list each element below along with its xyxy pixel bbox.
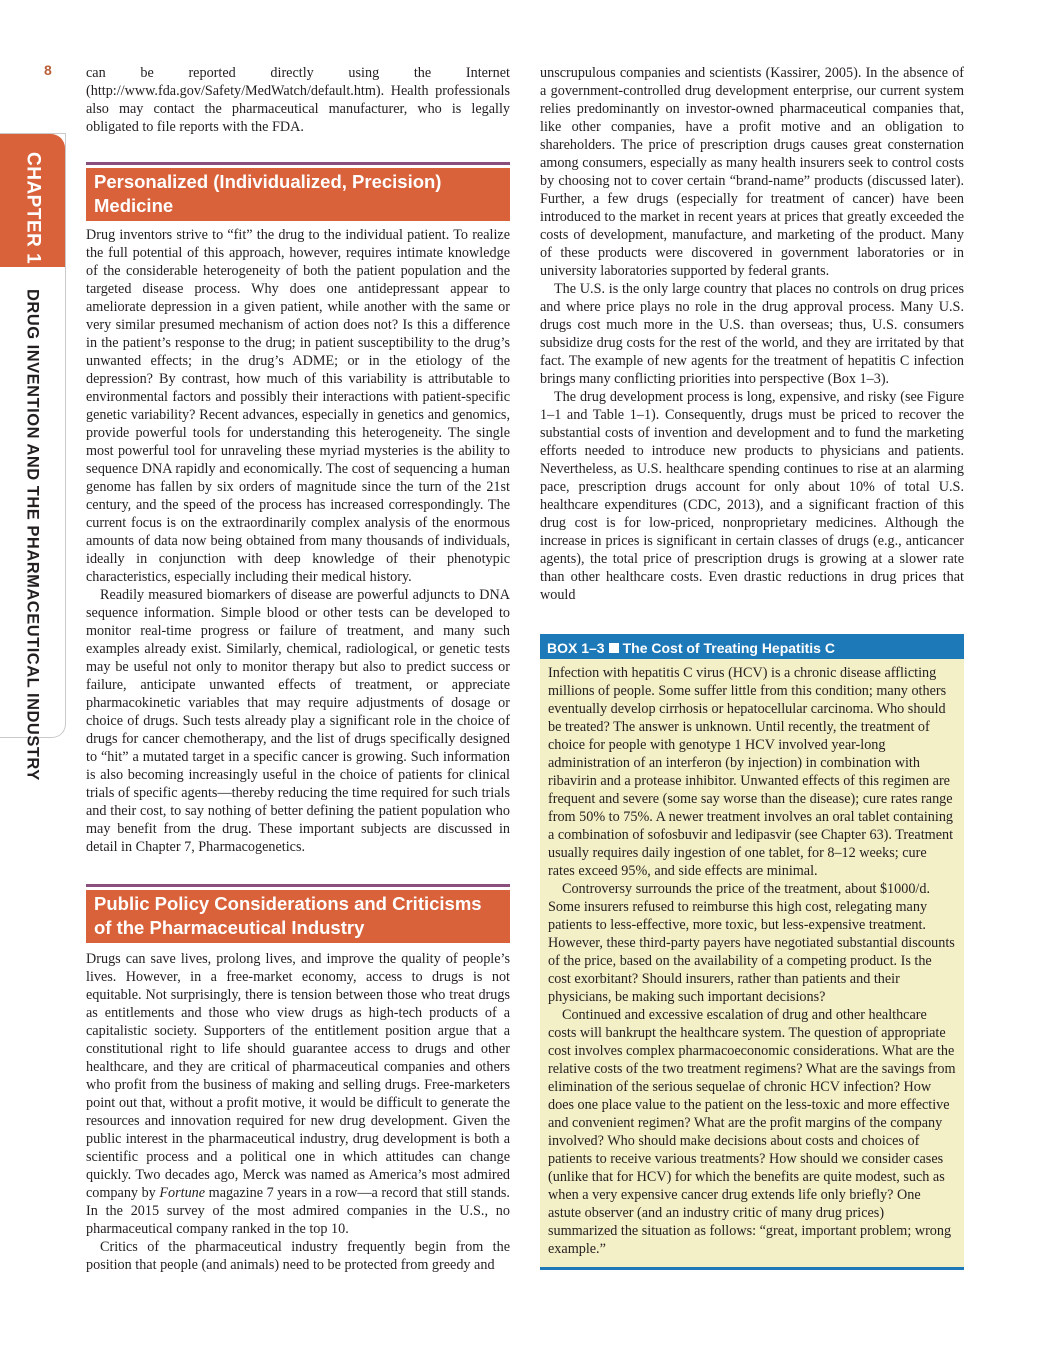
chapter-tab-text — [22, 152, 44, 781]
body-text: magazine 7 years in a row—a record that still stands. In the 2015 survey of the most admired companies in the U.S., no pharmaceutical company ranked in the top 10. — [86, 1185, 510, 1237]
section-heading-text: Personalized (Individualized, Precision) Medicine — [86, 168, 510, 221]
section-body-public-policy — [86, 950, 510, 1274]
right-column — [540, 64, 964, 604]
left-column-intro — [86, 64, 510, 136]
box-header — [540, 637, 964, 659]
box-body — [540, 659, 964, 1258]
body-text: Drugs can save lives, prolong lives, and improve the quality of people’s lives. However, in a free-market economy, access to drugs is not equitable. Not surprisingly, there is tension between those who treat drugs as entitlements and those who view drugs as high-tech products of a capitalistic society. Supporters of the entitlement position argue that a constitutional right to life should guarantee access to drugs and other healthcare, and they are critical of pharmaceutical companies and others who profit from the business of making and selling drugs. Free-marketers point out that, without a profit motive, it would be difficult to generate the resources and innovation required for new drug development. Given the public interest in the pharmaceutical industry, drug development is both a scientific process and a political one in which attitudes can change quickly. Two decades ago, Merck was named as America’s most admired company by — [86, 951, 510, 1201]
body-paragraph: unscrupulous companies and scientists (Kassirer, 2005). In the absence of a government-controlled drug development enterprise, our current system relies predominantly on investor-owned pharmaceutical companies that, like other companies, have a profit motive and an obligation to shareholders. The price of prescription drugs causes great consternation among consumers, especially as many health insurers seek to control costs by choosing not to cover certain “brand-name” products (discussed later). Further, a few drugs (especially for treatment of cancer) have been introduced to the market in recent years at prices that greatly exceeded the costs of development, manufacture, and marketing of the product. Many of these products were discovered in government laboratories or in university laboratories supported by federal grants. — [540, 65, 964, 279]
section-heading-public-policy — [86, 884, 510, 943]
section-heading-text: Public Policy Considerations and Criticisms of the Pharmaceutical Industry — [86, 890, 510, 943]
body-paragraph — [86, 950, 510, 1238]
chapter-label: CHAPTER 1 — [22, 152, 44, 265]
box-1-3 — [540, 634, 964, 1270]
chapter-title: DRUG INVENTION AND THE PHARMACEUTICAL INDUSTRY — [23, 289, 42, 781]
intro-paragraph: can be reported directly using the Internet (http://www.fda.gov/Safety/MedWatch/default.htm). Health professionals also may contact the pharmaceutical manufacturer, who is legally obligated to file reports with the FDA. — [86, 65, 510, 135]
body-paragraph: The U.S. is the only large country that places no controls on drug prices and where price plays no role in the drug approval process. Many U.S. drugs cost much more in the U.S. than overseas; thus, U.S. consumers subsidize drug costs for the rest of the world, and they are irritated by that fact. The example of new agents for the treatment of hepatitis C infection brings many conflicting priorities into perspective (Box 1–3). — [540, 281, 964, 387]
section-heading-personalized-medicine — [86, 162, 510, 221]
box-title: The Cost of Treating Hepatitis C — [622, 640, 835, 656]
box-paragraph: Infection with hepatitis C virus (HCV) is a chronic disease afflicting millions of people. Some suffer little from this condition; many others eventually develop cirrhosis or hepatocellular carcinoma. Who should be treated? The answer is unknown. Until recently, the treatment of choice for people with genotype 1 HCV involved year-long administration of an interferon (by injection) in combination with ribavirin and a protease inhibitor. Unwanted effects of this regimen are frequent and severe (some say worse than the disease); cure rates range from 50% to 75%. A newer treatment involves an oral tablet containing a combination of sofosbuvir and ledipasvir (see Chapter 63). Treatment usually requires daily ingestion of one tablet, for 8–12 weeks; cure rates exceed 95%, and side effects are minimal. — [548, 665, 954, 879]
square-bullet-icon — [609, 643, 619, 653]
chapter-tab — [0, 133, 66, 781]
body-paragraph: The drug development process is long, expensive, and risky (see Figure 1–1 and Table 1–1). Consequently, drugs must be priced to recover the substantial costs of invention and development and to fund the marketing efforts needed to introduce new products to physicians and patients. Nevertheless, as U.S. healthcare spending continues to rise at an alarming pace, prescription drugs account for only about 10% of total U.S. healthcare expenditures (CDC, 2013), and a significant fraction of this drug cost is for low-priced, nonproprietary medicines. Although the increase in prices is significant in certain classes of drugs (e.g., anticancer agents), the total price of prescription drugs is growing at a slower rate than other healthcare costs. Even drastic reductions in drug prices that would — [540, 389, 964, 603]
body-paragraph: Critics of the pharmaceutical industry frequently begin from the position that people (and animals) need to be protected from greedy and — [86, 1239, 510, 1273]
box-paragraph: Continued and excessive escalation of drug and other healthcare costs will bankrupt the healthcare system. The question of appropriate cost involves complex pharmacoeconomic considerations. What are the relative costs of the two treatment regimens? What are the savings from elimination of the serious sequelae of chronic HCV infection? How does one place value to the patient on the less-toxic and more effective and convenient regimen? What are the profit margins of the company involved? Who should make decisions about costs and choices of patients to receive various treatments? How should we consider cases (unlike that for HCV) for which the benefits are quite modest, such as when a very expensive cancer drug extends life only briefly? One astute observer (and an industry critic of many drug prices) summarized the situation as follows: “great, important problem; wrong example.” — [548, 1007, 956, 1257]
box-paragraph: Controversy surrounds the price of the treatment, about $1000/d. Some insurers refused to reimburse this high cost, relegating many patients to less-effective, more toxic, but less-expensive treatment. However, these third-party payers have negotiated substantial discounts of the price, based on the availability of a competing product. Is the cost exorbitant? Should insurers, rather than patients and their physicians, be making such important decisions? — [548, 881, 955, 1005]
italic-text: Fortune — [159, 1185, 206, 1201]
box-label: BOX 1–3 — [547, 640, 605, 656]
page-number: 8 — [44, 62, 52, 78]
section-body-personalized-medicine — [86, 226, 510, 856]
body-paragraph: Readily measured biomarkers of disease are powerful adjuncts to DNA sequence information. Simple blood or other tests can be developed to monitor real-time progress or failure of treatment, and many such examples already exist. Similarly, chemical, radiological, or genetic tests may be useful not only to monitor therapy but also to predict success or failure, anticipate unwanted effects of treatment, or appreciate pharmacokinetic variables that may require adjustments of dosage or choice of drugs. Such tests already play a significant role in the choice of drugs for cancer chemotherapy, and the list of drugs specifically designed to “hit” a mutated target in a specific cancer is growing. Such information is also becoming increasingly useful in the choice of patients for clinical trials of specific agents—thereby reducing the time required for such trials and their cost, to say nothing of better defining the patient population who may benefit from the drug. These important subjects are discussed in detail in Chapter 7, Pharmacogenetics. — [86, 587, 510, 855]
body-paragraph: Drug inventors strive to “fit” the drug to the individual patient. To realize the full potential of this approach, however, requires intimate knowledge of the considerable heterogeneity of both the patient population and the targeted disease process. Why does one antidepressant appear to ameliorate depression in a given patient, while another with the same or very similar presumed mechanism of action does not? Is this a difference in the patient’s response to the drug; in patient susceptibility to the drug’s unwanted effects; in the drug’s ADME; or in the etiology of the depression? By contrast, how much of this variability is attributable to environmental factors and possibly their interactions with patient-specific genetic variability? Recent advances, especially in genetics and genomics, provide powerful tools for understanding this heterogeneity. The single most powerful tool for unraveling these myriad mysteries is the ability to sequence DNA rapidly and economically. The cost of sequencing a human genome has fallen by six orders of magnitude since the turn of the 21st century, and the speed of the process has increased correspondingly. The current focus is on the extraordinarily complex analysis of the enormous amounts of data now being obtained from many thousands of individuals, ideally in conjunction with deep knowledge of their phenotypic characteristics, especially including their medical history. — [86, 227, 510, 585]
